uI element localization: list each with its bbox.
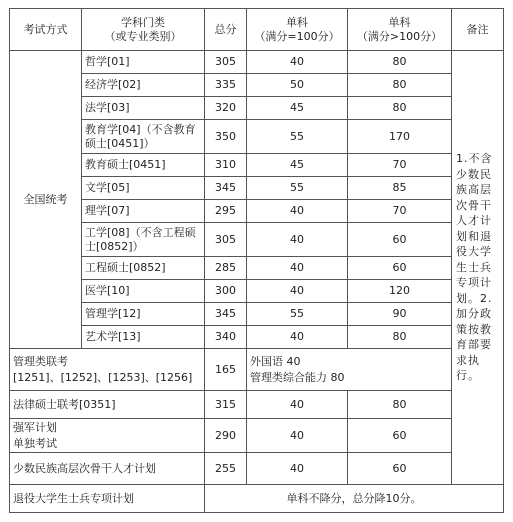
total-cell: 340 <box>205 326 247 349</box>
subject-cell: 教育学[04]（不含教育硕士[0451]） <box>82 120 205 154</box>
single-100-cell: 40 <box>247 223 348 257</box>
single-100-cell: 40 <box>247 257 348 280</box>
single-gt100-cell: 170 <box>348 120 452 154</box>
total-cell: 305 <box>205 223 247 257</box>
minority-plan-label: 少数民族高层次骨干人才计划 <box>10 453 205 485</box>
single-gt100-cell: 80 <box>348 51 452 74</box>
single-100-cell: 45 <box>247 97 348 120</box>
single-gt100-cell: 80 <box>348 97 452 120</box>
minority-plan-total: 255 <box>205 453 247 485</box>
header-single-100: 单科 （满分=100分） <box>247 9 348 51</box>
strong-army-label: 强军计划 单独考试 <box>10 419 205 453</box>
strong-army-single-100: 40 <box>247 419 348 453</box>
subject-cell: 教育硕士[0451] <box>82 154 205 177</box>
header-method: 考试方式 <box>10 9 82 51</box>
remark-note: 1.不含少数民族高层次骨干人才计划和退役大学生士兵专项计划。2.加分政策按教育部要求执行。 <box>452 51 504 485</box>
mgmt-exam-label: 管理类联考 [1251]、[1252]、[1253]、[1256] <box>10 349 205 391</box>
subject-cell: 医学[10] <box>82 280 205 303</box>
total-cell: 285 <box>205 257 247 280</box>
veteran-plan-label: 退役大学生士兵专项计划 <box>10 485 205 513</box>
law-total: 315 <box>205 391 247 419</box>
law-single-100: 40 <box>247 391 348 419</box>
single-100-cell: 40 <box>247 326 348 349</box>
subject-cell: 哲学[01] <box>82 51 205 74</box>
law-single-gt100: 80 <box>348 391 452 419</box>
single-100-cell: 40 <box>247 280 348 303</box>
single-gt100-cell: 85 <box>348 177 452 200</box>
total-cell: 345 <box>205 303 247 326</box>
header-single-gt100: 单科 （满分>100分） <box>348 9 452 51</box>
single-100-cell: 55 <box>247 177 348 200</box>
single-gt100-cell: 80 <box>348 74 452 97</box>
single-gt100-cell: 60 <box>348 257 452 280</box>
single-100-cell: 40 <box>247 200 348 223</box>
single-100-cell: 40 <box>247 51 348 74</box>
single-gt100-cell: 60 <box>348 223 452 257</box>
single-gt100-cell: 70 <box>348 200 452 223</box>
admission-score-table <box>9 8 504 513</box>
total-cell: 300 <box>205 280 247 303</box>
subject-cell: 理学[07] <box>82 200 205 223</box>
total-cell: 295 <box>205 200 247 223</box>
header-remark: 备注 <box>452 9 504 51</box>
single-gt100-cell: 90 <box>348 303 452 326</box>
subject-cell: 工学[08]（不含工程硕士[0852]） <box>82 223 205 257</box>
single-gt100-cell: 70 <box>348 154 452 177</box>
mgmt-total: 165 <box>205 349 247 391</box>
minority-plan-single-gt100: 60 <box>348 453 452 485</box>
single-100-cell: 45 <box>247 154 348 177</box>
total-cell: 335 <box>205 74 247 97</box>
single-gt100-cell: 80 <box>348 326 452 349</box>
total-cell: 345 <box>205 177 247 200</box>
national-exam-label: 全国统考 <box>10 51 82 349</box>
total-cell: 305 <box>205 51 247 74</box>
strong-army-total: 290 <box>205 419 247 453</box>
single-100-cell: 55 <box>247 303 348 326</box>
header-subject: 学科门类 （或专业类别） <box>82 9 205 51</box>
strong-army-single-gt100: 60 <box>348 419 452 453</box>
single-100-cell: 50 <box>247 74 348 97</box>
single-100-cell: 55 <box>247 120 348 154</box>
total-cell: 350 <box>205 120 247 154</box>
header-total: 总分 <box>205 9 247 51</box>
minority-plan-single-100: 40 <box>247 453 348 485</box>
law-exam-label: 法律硕士联考[0351] <box>10 391 205 419</box>
subject-cell: 法学[03] <box>82 97 205 120</box>
subject-cell: 工程硕士[0852] <box>82 257 205 280</box>
veteran-plan-detail: 单科不降分，总分降10分。 <box>205 485 504 513</box>
single-gt100-cell: 120 <box>348 280 452 303</box>
subject-cell: 文学[05] <box>82 177 205 200</box>
subject-cell: 艺术学[13] <box>82 326 205 349</box>
subject-cell: 管理学[12] <box>82 303 205 326</box>
total-cell: 320 <box>205 97 247 120</box>
mgmt-detail: 外国语 40 管理类综合能力 80 <box>247 349 452 391</box>
total-cell: 310 <box>205 154 247 177</box>
subject-cell: 经济学[02] <box>82 74 205 97</box>
